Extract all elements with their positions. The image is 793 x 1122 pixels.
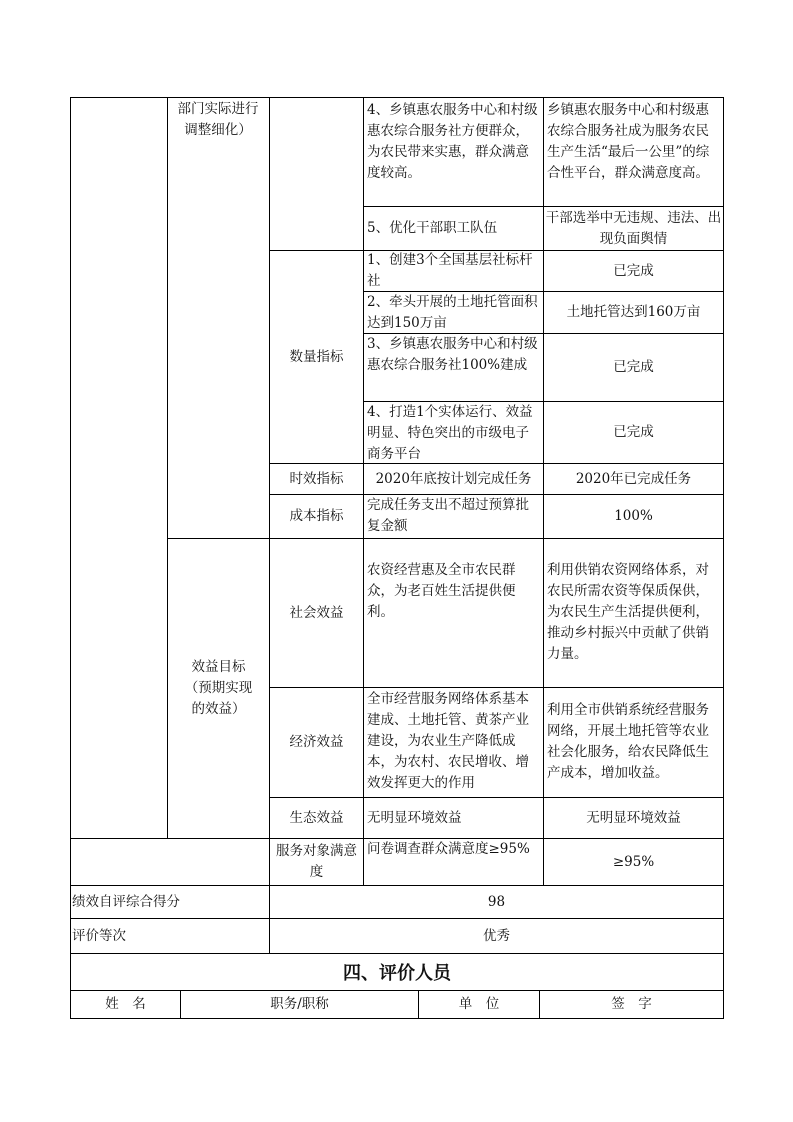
cell-actual: 干部选举中无违规、违法、出现负面舆情 (545, 209, 722, 247)
cell-actual: 100% (614, 508, 653, 524)
border-bottom (70, 1018, 724, 1019)
label-ecological: 生态效益 (289, 809, 344, 826)
border-right (723, 97, 724, 1018)
cell-actual: 已完成 (613, 359, 654, 375)
cell-actual: 利用全市供销系统经营服务网络，开展土地托管等农业社会化服务，给农民降低生产成本，增加收益。 (547, 702, 709, 781)
eval-header-signature: 签 字 (611, 996, 652, 1012)
label-cost: 成本指标 (289, 508, 344, 524)
label-quantity: 数量指标 (289, 348, 344, 365)
cell-actual: 2020年已完成任务 (575, 470, 692, 487)
cell-actual: 已完成 (613, 262, 654, 279)
cell-indicator: 4、乡镇惠农服务中心和村级惠农综合服务社方便群众，为农民带来实惠，群众满意度较高。 (367, 102, 538, 181)
cell-indicator: 无明显环境效益 (367, 809, 462, 826)
label-benefit-group: 效益目标（预期实现的效益） (184, 659, 253, 717)
cell-actual: 已完成 (613, 424, 654, 440)
border-left (70, 97, 71, 1018)
cell-indicator: 5、优化干部职工队伍 (367, 220, 498, 236)
cell-indicator: 农资经营惠及全市农民群众，为老百姓生活提供便利。 (367, 562, 516, 620)
cell-actual: 土地托管达到160万亩 (566, 304, 701, 320)
border-top (70, 97, 724, 98)
cell-actual: 利用供销农资网络体系，对农民所需农资等保质保供，为农民生产生活提供便利，推动乡村振兴中贡献了供销力量。 (547, 562, 709, 662)
col-line-a (167, 97, 168, 838)
grade-value: 优秀 (483, 927, 510, 944)
cell-indicator: 1、创建3个全国基层社标杆社 (367, 252, 533, 289)
cell-indicator: 2、牵头开展的土地托管面积达到150万亩 (367, 294, 538, 331)
cell-indicator: 问卷调查群众满意度≥95% (367, 841, 530, 857)
eval-header-position: 职务/职称 (270, 996, 329, 1012)
cell-actual: 乡镇惠农服务中心和村级惠农综合服务社成为服务农民生产生活“最后一公里”的综合性平台，群众满意度高。 (547, 102, 710, 181)
eval-header-unit: 单 位 (458, 996, 500, 1012)
cell-indicator: 全市经营服务网络体系基本建成、土地托管、黄茶产业建设，为农业生产降低成本，为农村、农民增收、增效发挥更大的作用 (367, 691, 529, 791)
label-social: 社会效益 (289, 604, 344, 621)
cell-indicator: 4、打造1个实体运行、效益明显、特色突出的市级电子商务平台 (367, 404, 533, 462)
cell-indicator: 2020年底按计划完成任务 (375, 470, 532, 487)
section-title: 四、评价人员 (343, 963, 451, 984)
label-economic: 经济效益 (289, 734, 344, 750)
score-value: 98 (487, 893, 506, 910)
label-satisfaction: 服务对象满意度 (276, 843, 357, 880)
cell-actual: 无明显环境效益 (586, 809, 681, 826)
label-timeliness: 时效指标 (289, 470, 344, 487)
cell-indicator: 3、乡镇惠农服务中心和村级惠农综合服务社100%建成 (367, 336, 538, 373)
eval-header-name: 姓 名 (105, 996, 146, 1012)
cell-col2-continuation: 部门实际进行调整细化） (177, 101, 259, 138)
label-grade: 评价等次 (72, 927, 126, 944)
cell-actual: ≥95% (612, 853, 655, 870)
cell-indicator: 完成任务支出不超过预算批复金额 (367, 497, 529, 534)
label-score: 绩效自评综合得分 (72, 893, 180, 910)
